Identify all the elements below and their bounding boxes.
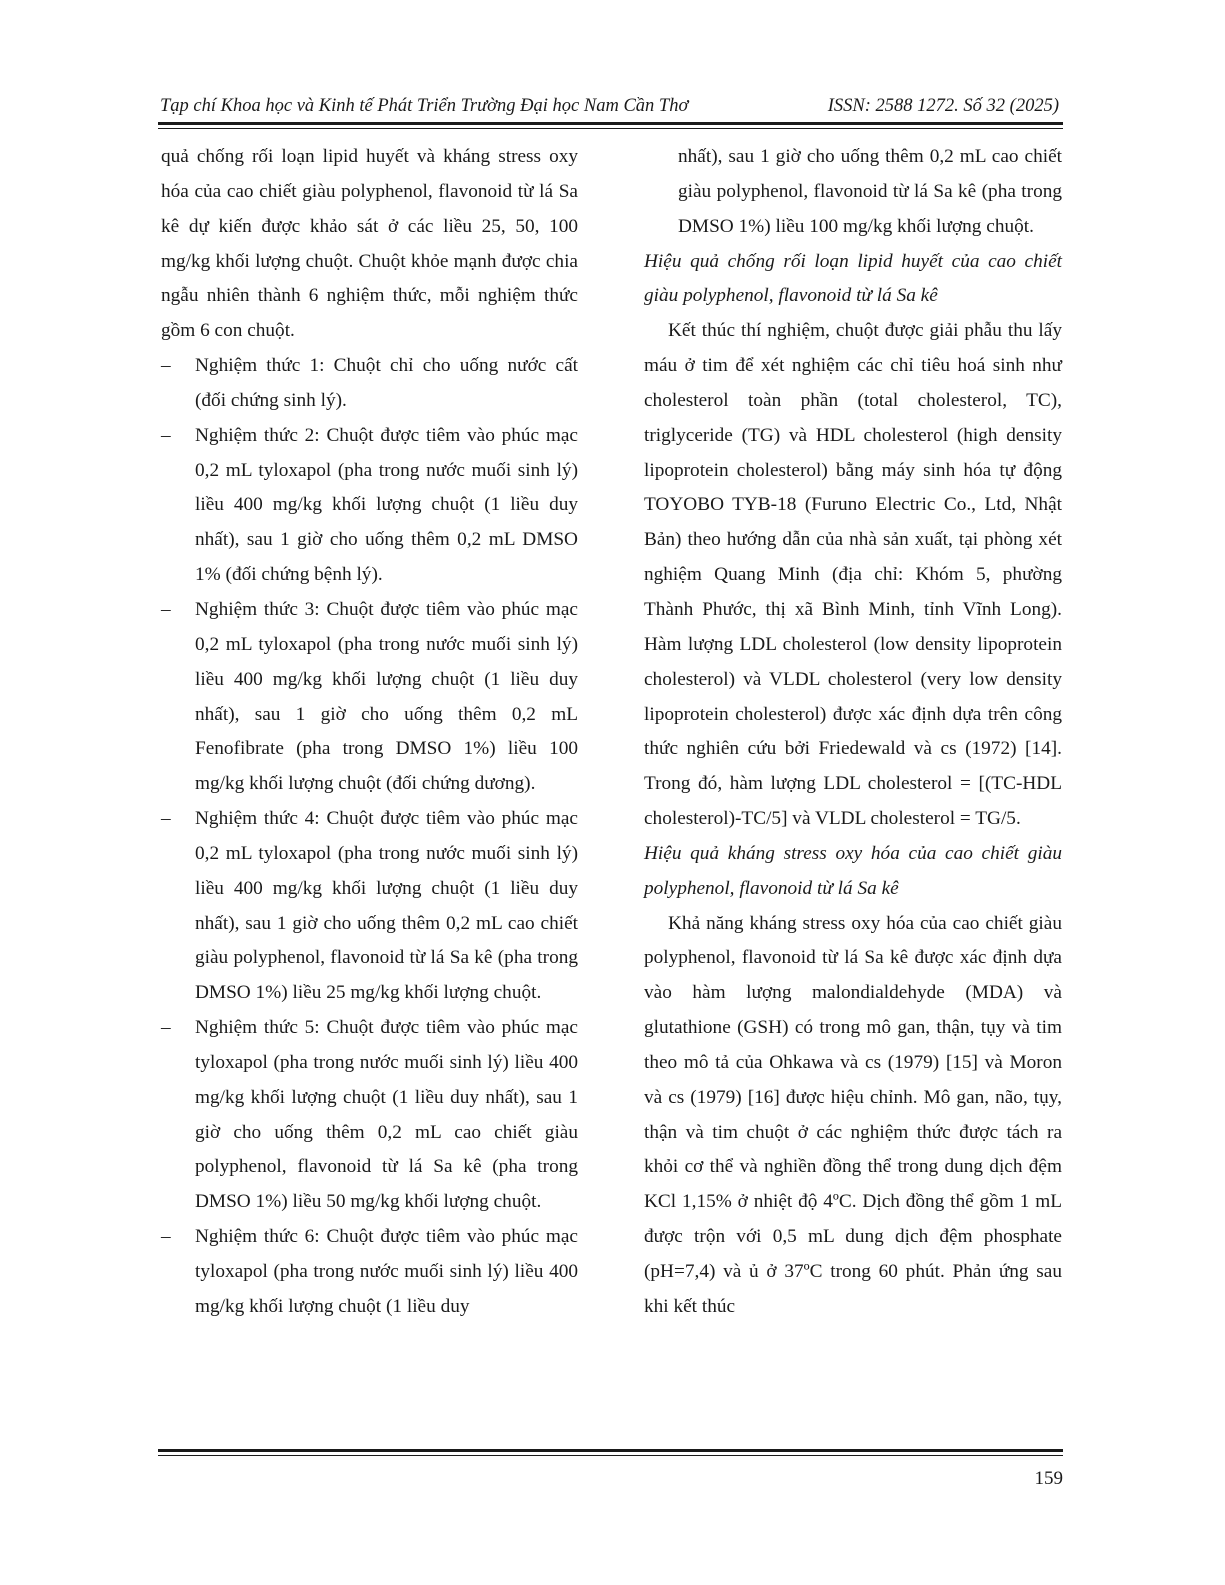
journal-title: Tạp chí Khoa học và Kinh tế Phát Triển Trường Đại học Nam Cần Thơ: [160, 96, 689, 116]
section-heading-lipid: Hiệu quả chống rối loạn lipid huyết của cao chiết giàu polyphenol, flavonoid từ lá Sa kê: [644, 250, 1062, 307]
intro-paragraph: quả chống rối loạn lipid huyết và kháng stress oxy hóa của cao chiết giàu polyphenol, flavonoid từ lá Sa kê dự kiến được khảo sát ở các liều 25, 50, 100 mg/kg khối lượng chuột. Chuột khỏe mạnh được chia ngẫu nhiên thành 6 nghiệm thức, mỗi nghiệm thức gồm 6 con chuột.: [161, 146, 578, 342]
page-number: 159: [1034, 1468, 1063, 1489]
body-paragraph: Kết thúc thí nghiệm, chuột được giải phẫu thu lấy máu ở tim để xét nghiệm các chỉ tiêu hoá sinh như cholesterol toàn phần (total cholesterol, TC), triglyceride (TG) và HDL cholesterol (high density lipoprotein cholesterol) bằng máy sinh hóa tự động TOYOBO TYB-18 (Furuno Electric Co., Ltd, Nhật Bản) theo hướng dẫn của nhà sản xuất, tại phòng xét nghiệm Quang Minh (địa chỉ: Khóm 5, phường Thành Phước, thị xã Bình Minh, tỉnh Vĩnh Long). Hàm lượng LDL cholesterol (low density lipoprotein cholesterol) và VLDL cholesterol (very low density lipoprotein cholesterol) được xác định dựa trên công thức nghiên cứu bởi Friedewald và cs (1972) [14]. Trong đó, hàm lượng LDL cholesterol = [(TC-HDL cholesterol)-TC/5] và VLDL cholesterol = TG/5.: [644, 320, 1062, 830]
dash-bullet: –: [161, 598, 171, 620]
list-item: – Nghiệm thức 1: Chuột chỉ cho uống nước cất (đối chứng sinh lý).: [161, 349, 578, 419]
list-item: – Nghiệm thức 3: Chuột được tiêm vào phúc mạc 0,2 mL tyloxapol (pha trong nước muối sinh lý) liều 400 mg/kg khối lượng chuột (1 liều duy nhất), sau 1 giờ cho uống thêm 0,2 mL Fenofibrate (pha trong DMSO 1%) liều 100 mg/kg khối lượng chuột (đối chứng dương).: [161, 593, 578, 802]
dash-bullet: –: [161, 1226, 171, 1248]
footer-rule-thin: [158, 1455, 1063, 1456]
issn-issue: ISSN: 2588 1272. Số 32 (2025): [827, 96, 1059, 116]
section-heading-oxidative: Hiệu quả kháng stress oxy hóa của cao chiết giàu polyphenol, flavonoid từ lá Sa kê: [644, 842, 1062, 899]
footer-rule-thick: [158, 1449, 1063, 1452]
header-rule-thick: [158, 122, 1063, 125]
left-column: [161, 140, 578, 1325]
dash-bullet: –: [161, 1017, 171, 1039]
header-rule-thin: [158, 128, 1063, 129]
dash-bullet: –: [161, 808, 171, 830]
list-item: – Nghiệm thức 5: Chuột được tiêm vào phúc mạc tyloxapol (pha trong nước muối sinh lý) liều 400 mg/kg khối lượng chuột (1 liều duy nhất), sau 1 giờ cho uống thêm 0,2 mL cao chiết giàu polyphenol, flavonoid từ lá Sa kê (pha trong DMSO 1%) liều 50 mg/kg khối lượng chuột.: [161, 1011, 578, 1220]
dash-bullet: –: [161, 424, 171, 446]
right-column: [644, 140, 1062, 1325]
dash-bullet: –: [161, 355, 171, 377]
list-item: – Nghiệm thức 4: Chuột được tiêm vào phúc mạc 0,2 mL tyloxapol (pha trong nước muối sinh lý) liều 400 mg/kg khối lượng chuột (1 liều duy nhất), sau 1 giờ cho uống thêm 0,2 mL cao chiết giàu polyphenol, flavonoid từ lá Sa kê (pha trong DMSO 1%) liều 25 mg/kg khối lượng chuột.: [161, 802, 578, 1011]
treatment-list: [161, 349, 578, 1325]
list-item: – Nghiệm thức 2: Chuột được tiêm vào phúc mạc 0,2 mL tyloxapol (pha trong nước muối sinh lý) liều 400 mg/kg khối lượng chuột (1 liều duy nhất), sau 1 giờ cho uống thêm 0,2 mL DMSO 1% (đối chứng bệnh lý).: [161, 419, 578, 593]
running-header: [158, 96, 1061, 122]
body-paragraph: Khả năng kháng stress oxy hóa của cao chiết giàu polyphenol, flavonoid từ lá Sa kê được xác định dựa vào hàm lượng malondialdehyde (MDA) và glutathione (GSH) có trong mô gan, thận, tụy và tim theo mô tả của Ohkawa và cs (1979) [15] và Moron và cs (1979) [16] được hiệu chỉnh. Mô gan, não, tụy, thận và tim chuột ở các nghiệm thức được tách ra khỏi cơ thể và nghiền đồng thể trong dung dịch đệm KCl 1,15% ở nhiệt độ 4ºC. Dịch đồng thể gồm 1 mL được trộn với 0,5 mL dung dịch đệm phosphate (pH=7,4) và ủ ở 37ºC trong 60 phút. Phản ứng sau khi kết thúc: [644, 912, 1062, 1317]
list-continuation: nhất), sau 1 giờ cho uống thêm 0,2 mL cao chiết giàu polyphenol, flavonoid từ lá Sa kê (pha trong DMSO 1%) liều 100 mg/kg khối lượng chuột.: [678, 146, 1062, 237]
list-item: – Nghiệm thức 6: Chuột được tiêm vào phúc mạc tyloxapol (pha trong nước muối sinh lý) liều 400 mg/kg khối lượng chuột (1 liều duy: [161, 1220, 578, 1325]
